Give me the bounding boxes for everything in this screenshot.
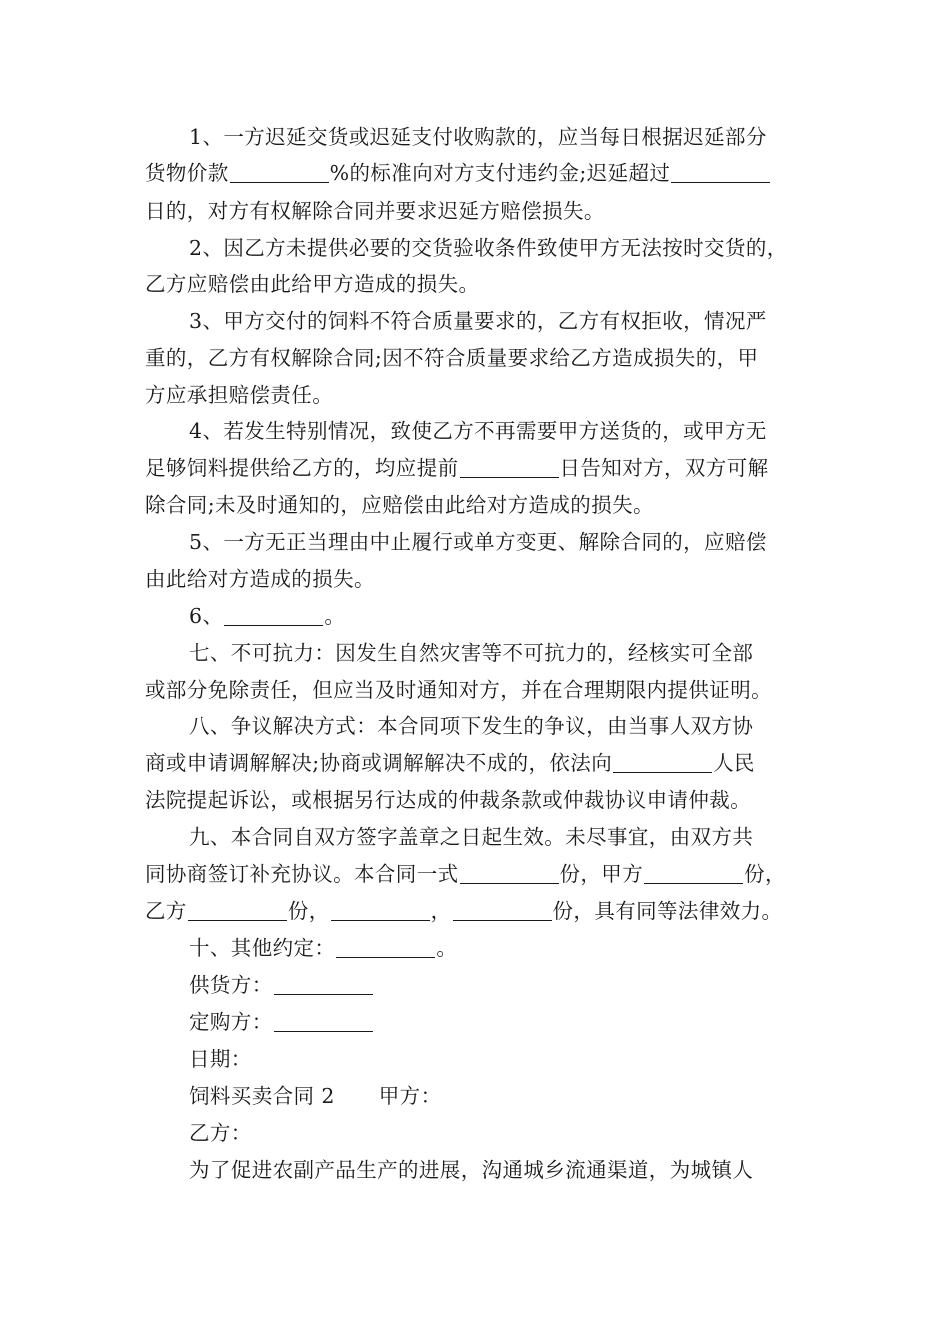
label: 乙方： (189, 1121, 252, 1145)
text: 份， (287, 899, 330, 923)
text: 。 (324, 604, 346, 628)
text: 为了促进农副产品生产的进展，沟通城乡流通渠道，为城镇人 (189, 1158, 754, 1182)
date-line (189, 1046, 252, 1072)
text: 2、因乙方未提供必要的交货验收条件致使甲方无法按时交货的， (189, 236, 788, 260)
paragraph-line (189, 308, 767, 334)
paragraph-line (145, 492, 654, 518)
paragraph-line (145, 566, 375, 592)
text: 九、本合同自双方签字盖章之日起生效。未尽事宜，由双方共 (189, 825, 754, 849)
paragraph-line (189, 824, 753, 850)
paragraph-line (189, 713, 753, 739)
paragraph-line (145, 198, 605, 224)
paragraph-line (189, 640, 753, 666)
text: 日的，对方有权解除合同并要求迟延方赔偿损失。 (145, 199, 605, 223)
paragraph-line (145, 345, 758, 371)
signature-line-supplier (189, 972, 374, 998)
party-b-line (189, 1120, 252, 1146)
text: 同协商签订补充协议。本合同一式 (145, 862, 459, 886)
text: 由此给对方造成的损失。 (145, 567, 375, 591)
fill-blank (453, 902, 552, 921)
paragraph-line (145, 160, 771, 186)
fill-blank (274, 1013, 373, 1032)
text: 重的，乙方有权解除合同;因不符合质量要求给乙方造成损失的，甲 (145, 346, 759, 370)
paragraph-line (189, 603, 345, 629)
text: 除合同;未及时通知的，应赔偿由此给对方造成的损失。 (145, 493, 654, 517)
fill-blank (230, 164, 329, 183)
text: 。 (436, 936, 458, 960)
signature-line-buyer (189, 1009, 374, 1035)
fill-blank (274, 976, 373, 995)
text: 1、一方迟延交货或迟延支付收购款的，应当每日根据迟延部分 (189, 125, 767, 149)
paragraph-line (189, 1157, 753, 1183)
text: 八、争议解决方式：本合同项下发生的争议，由当事人双方协 (189, 714, 754, 738)
text: 6、 (189, 604, 224, 628)
fill-blank (224, 607, 323, 626)
paragraph-line (145, 750, 755, 776)
label: 日期： (189, 1047, 252, 1071)
text: %的标准向对方支付违约金;迟延超过 (329, 161, 671, 185)
paragraph-line (145, 271, 479, 297)
text: 商或申请调解解决;协商或调解解决不成的，依法向 (145, 751, 613, 775)
paragraph-line (189, 235, 788, 261)
text: 乙方 (145, 899, 187, 923)
text: 乙方应赔偿由此给甲方造成的损失。 (145, 272, 480, 296)
paragraph-line (145, 455, 769, 481)
text: 方应承担赔偿责任。 (145, 383, 334, 407)
paragraph-line (145, 898, 782, 924)
text: 份，甲方 (559, 862, 644, 886)
text: 日告知对方，双方可解 (559, 456, 769, 480)
fill-blank (331, 902, 430, 921)
paragraph-line (189, 124, 767, 150)
text: 十、其他约定： (189, 936, 336, 960)
label: 供货方： (189, 973, 273, 997)
paragraph-line (189, 935, 457, 961)
text: 人民 (713, 751, 755, 775)
text: ， (430, 899, 452, 923)
paragraph-line (145, 787, 751, 813)
label: 甲方： (378, 1084, 442, 1108)
paragraph-line (145, 861, 786, 887)
text: 5、一方无正当理由中止履行或单方变更、解除合同的，应赔偿 (189, 530, 767, 554)
fill-blank (460, 459, 559, 478)
text: 份， (744, 862, 786, 886)
fill-blank (460, 865, 559, 884)
paragraph-line (189, 418, 767, 444)
paragraph-line (145, 382, 333, 408)
fill-blank (644, 865, 743, 884)
text: 或部分免除责任，但应当及时通知对方，并在合理期限内提供证明。 (145, 678, 772, 702)
contract-title-line (189, 1083, 441, 1109)
text: 3、甲方交付的饲料不符合质量要求的，乙方有权拒收，情况严 (189, 309, 767, 333)
paragraph-line (189, 529, 767, 555)
fill-blank (671, 164, 770, 183)
contract-title: 饲料买卖合同 2 (189, 1084, 335, 1108)
text: 4、若发生特别情况，致使乙方不再需要甲方送货的，或甲方无 (189, 419, 767, 443)
text: 份，具有同等法律效力。 (552, 899, 783, 923)
label: 定购方： (189, 1010, 273, 1034)
text: 法院提起诉讼，或根据另行达成的仲裁条款或仲裁协议申请仲裁。 (145, 788, 752, 812)
fill-blank (188, 902, 287, 921)
paragraph-line (145, 677, 772, 703)
fill-blank (336, 939, 435, 958)
text: 七、不可抗力：因发生自然灾害等不可抗力的，经核实可全部 (189, 641, 754, 665)
text: 货物价款 (145, 161, 229, 185)
text: 足够饲料提供给乙方的，均应提前 (145, 456, 459, 480)
fill-blank (613, 754, 712, 773)
